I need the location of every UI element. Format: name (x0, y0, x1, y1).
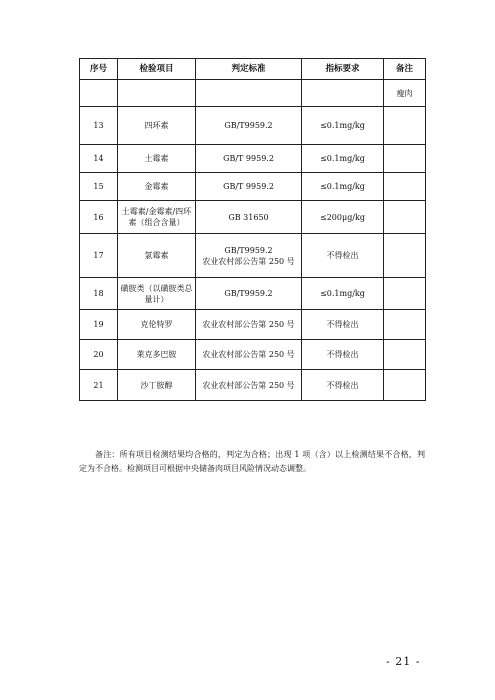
cell-note (384, 145, 426, 173)
cell-no: 20 (80, 340, 118, 370)
cell-note (384, 310, 426, 340)
cell-no: 17 (80, 234, 118, 278)
table-row (80, 234, 426, 278)
cell-note (384, 201, 426, 234)
cell-item: 莱克多巴胺 (118, 340, 196, 370)
header-requirement: 指标要求 (302, 59, 384, 80)
table-row (80, 201, 426, 234)
table-row-carryover (80, 80, 426, 107)
cell-no: 19 (80, 310, 118, 340)
cell-note (384, 107, 426, 145)
cell-no: 18 (80, 278, 118, 310)
cell-standard (196, 234, 302, 278)
cell-requirement: 不得检出 (302, 340, 384, 370)
cell-no: 16 (80, 201, 118, 234)
cell-note: 瘦肉 (384, 80, 426, 107)
cell-standard: GB/T9959.2 (196, 278, 302, 310)
cell-note (384, 234, 426, 278)
table-row (80, 173, 426, 201)
cell-item: 土霉素 (118, 145, 196, 173)
cell-note (384, 340, 426, 370)
cell-item (118, 80, 196, 107)
table-row (80, 278, 426, 310)
cell-standard (196, 80, 302, 107)
cell-note (384, 173, 426, 201)
cell-no: 13 (80, 107, 118, 145)
header-item: 检验项目 (118, 59, 196, 80)
cell-requirement: 不得检出 (302, 310, 384, 340)
cell-item: 磺胺类（以磺胺类总量计） (118, 278, 196, 310)
table-row (80, 340, 426, 370)
cell-note (384, 370, 426, 401)
cell-requirement: ≤0.1mg/kg (302, 173, 384, 201)
cell-requirement: 不得检出 (302, 234, 384, 278)
footnote: 备注：所有项目检测结果均合格的，判定为合格；出现 1 项（含）以上检测结果不合格，判定为不合格。检测项目可根据中央储备肉项目风险情况动态调整。 (79, 450, 425, 473)
header-standard: 判定标准 (196, 59, 302, 80)
header-no: 序号 (80, 59, 118, 80)
cell-standard: GB/T9959.2 (196, 107, 302, 145)
table-row (80, 310, 426, 340)
cell-item: 金霉素 (118, 173, 196, 201)
cell-requirement: ≤200μg/kg (302, 201, 384, 234)
cell-item: 氯霉素 (118, 234, 196, 278)
cell-item: 四环素 (118, 107, 196, 145)
cell-requirement: 不得检出 (302, 370, 384, 401)
table-row (80, 370, 426, 401)
table-header-row (80, 59, 426, 80)
cell-item: 土霉素/金霉素/四环素（组合含量） (118, 201, 196, 234)
inspection-table (79, 58, 426, 401)
cell-requirement: ≤0.1mg/kg (302, 278, 384, 310)
cell-standard: GB/T 9959.2 (196, 173, 302, 201)
cell-item: 克伦特罗 (118, 310, 196, 340)
table-row (80, 145, 426, 173)
cell-standard-line2: 农业农村部公告第 250 号 (202, 256, 295, 266)
header-note: 备注 (384, 59, 426, 80)
table-row (80, 107, 426, 145)
cell-standard-line1: GB/T9959.2 (224, 245, 273, 255)
cell-no: 15 (80, 173, 118, 201)
cell-item: 沙丁胺醇 (118, 370, 196, 401)
cell-standard: 农业农村部公告第 250 号 (196, 340, 302, 370)
cell-standard: 农业农村部公告第 250 号 (196, 370, 302, 401)
cell-no (80, 80, 118, 107)
cell-no: 21 (80, 370, 118, 401)
page-number: - 21 - (386, 655, 421, 668)
standard-stack (198, 241, 299, 271)
cell-standard: GB 31650 (196, 201, 302, 234)
cell-requirement (302, 80, 384, 107)
cell-note (384, 278, 426, 310)
cell-standard: GB/T 9959.2 (196, 145, 302, 173)
cell-requirement: ≤0.1mg/kg (302, 107, 384, 145)
cell-requirement: ≤0.1mg/kg (302, 145, 384, 173)
cell-standard: 农业农村部公告第 250 号 (196, 310, 302, 340)
cell-no: 14 (80, 145, 118, 173)
